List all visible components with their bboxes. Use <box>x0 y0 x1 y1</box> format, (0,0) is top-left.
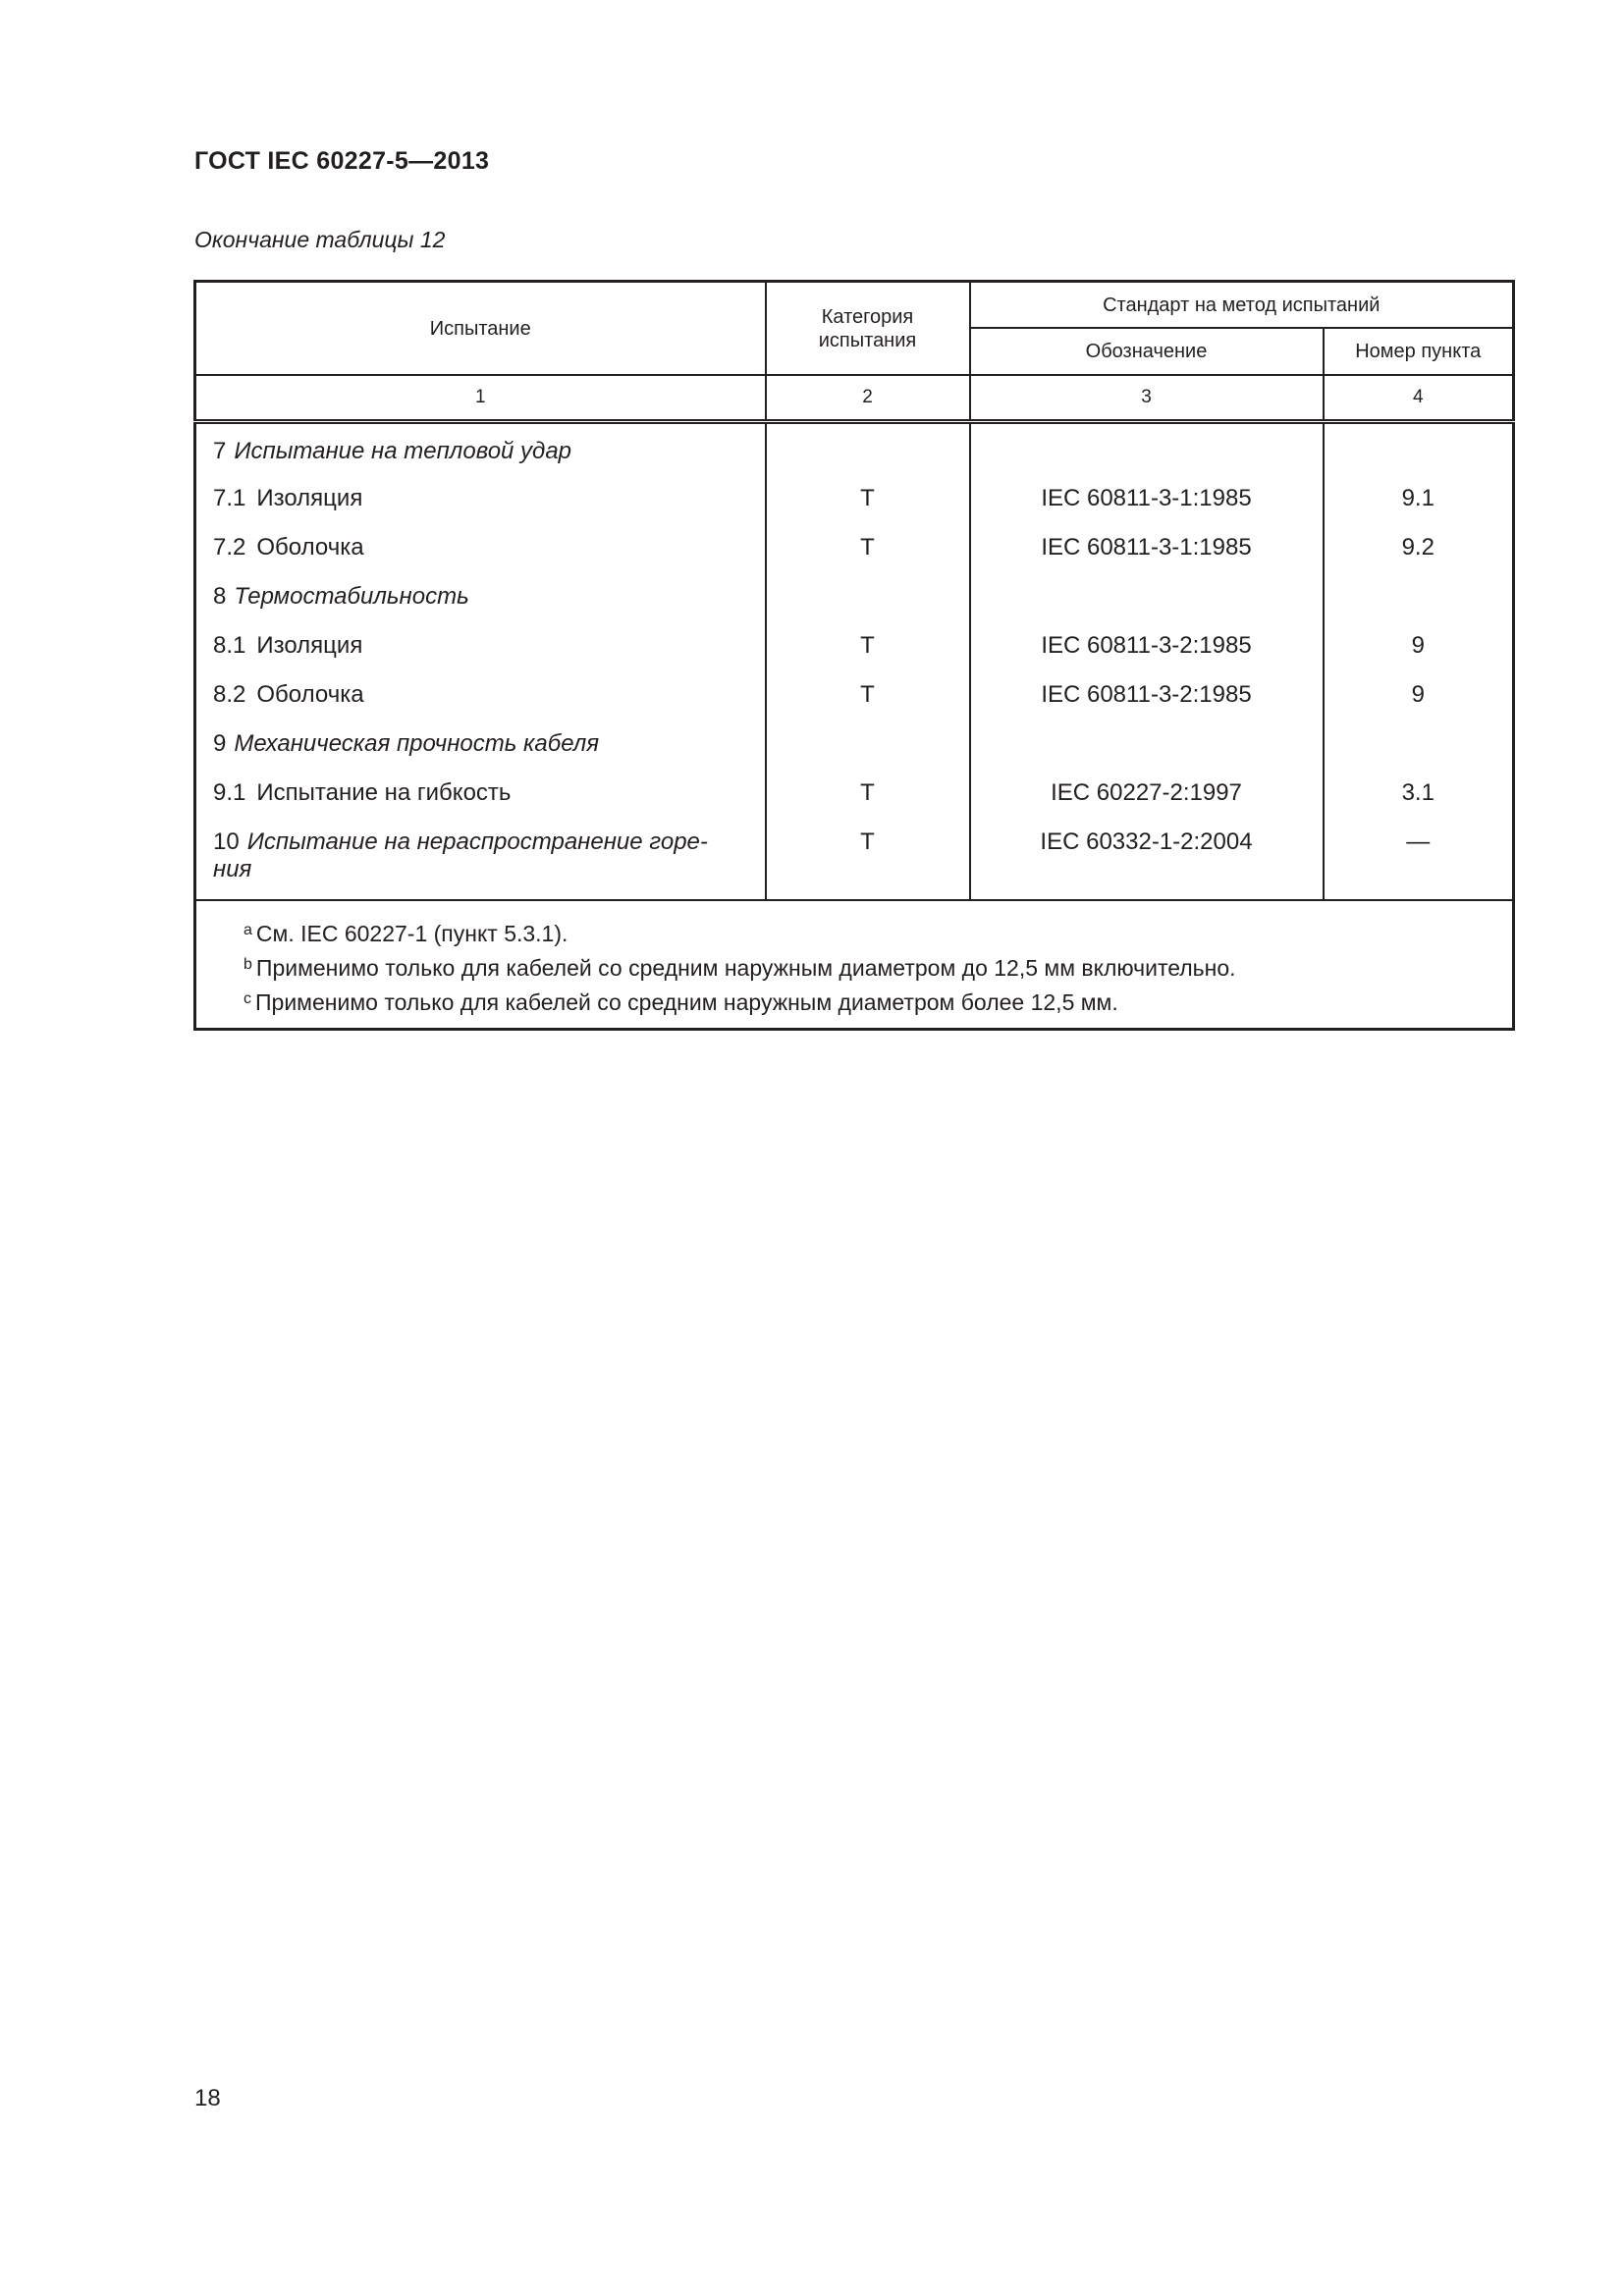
test-methods-table <box>193 280 1515 1031</box>
column-number: 4 <box>1324 375 1514 422</box>
header-test: Испытание <box>195 282 766 376</box>
designation-cell: IEC 60811-3-1:1985 <box>970 523 1324 572</box>
clause-cell: 3.1 <box>1324 769 1514 818</box>
table-row <box>195 818 1514 900</box>
clause-cell: 9 <box>1324 670 1514 720</box>
clause-cell: 9.1 <box>1324 474 1514 523</box>
column-number: 1 <box>195 375 766 422</box>
designation-cell <box>970 422 1324 474</box>
table-caption: Окончание таблицы 12 <box>194 227 446 252</box>
test-cell: 7.1 Изоляция <box>195 474 766 523</box>
test-cell: 8 Термостабильность <box>195 572 766 621</box>
column-number: 2 <box>766 375 970 422</box>
category-cell <box>766 572 970 621</box>
table-row <box>195 572 1514 621</box>
header-clause: Номер пункта <box>1324 328 1514 375</box>
table-note: $^a$ См. IEC 60227-1 (пункт 5.3.1). <box>244 920 568 946</box>
designation-cell <box>970 572 1324 621</box>
clause-cell: 9 <box>1324 621 1514 670</box>
category-cell: Т <box>766 474 970 523</box>
designation-cell: IEC 60811-3-2:1985 <box>970 670 1324 720</box>
test-cell: 7.2 Оболочка <box>195 523 766 572</box>
table-notes-row <box>195 900 1514 1030</box>
header-category: Категория испытания <box>766 282 970 376</box>
column-number-row <box>195 375 1514 422</box>
clause-cell: 9.2 <box>1324 523 1514 572</box>
table-row <box>195 670 1514 720</box>
designation-cell <box>970 720 1324 769</box>
table-row <box>195 474 1514 523</box>
table-row <box>195 720 1514 769</box>
column-number: 3 <box>970 375 1324 422</box>
designation-cell: IEC 60811-3-1:1985 <box>970 474 1324 523</box>
test-cell: 8.2 Оболочка <box>195 670 766 720</box>
category-cell: Т <box>766 769 970 818</box>
table-row <box>195 769 1514 818</box>
designation-cell: IEC 60811-3-2:1985 <box>970 621 1324 670</box>
table-note: $^b$ Применимо только для кабелей со средним наружным диаметром до 12,5 мм включительно. <box>244 954 1236 981</box>
table-notes <box>195 900 1514 1030</box>
document-title: ГОСТ IEC 60227-5—2013 <box>194 147 490 175</box>
designation-cell: IEC 60332-1-2:2004 <box>970 818 1324 900</box>
page-number: 18 <box>194 2085 221 2111</box>
table-row <box>195 422 1514 474</box>
test-cell: 10 Испытание на нераспространение горе-ния <box>195 818 766 900</box>
header-standard-group: Стандарт на метод испытаний <box>970 282 1514 329</box>
category-cell <box>766 422 970 474</box>
category-cell: Т <box>766 621 970 670</box>
table-row <box>195 523 1514 572</box>
category-cell <box>766 720 970 769</box>
test-cell: 9.1 Испытание на гибкость <box>195 769 766 818</box>
table-row <box>195 621 1514 670</box>
test-cell: 7 Испытание на тепловой удар <box>195 422 766 474</box>
test-cell: 9 Механическая прочность кабеля <box>195 720 766 769</box>
designation-cell: IEC 60227-2:1997 <box>970 769 1324 818</box>
clause-cell <box>1324 572 1514 621</box>
table-note: $^c$ Применимо только для кабелей со средним наружным диаметром более 12,5 мм. <box>244 988 1118 1015</box>
category-cell: Т <box>766 523 970 572</box>
clause-cell <box>1324 422 1514 474</box>
clause-cell <box>1324 720 1514 769</box>
category-cell: Т <box>766 670 970 720</box>
category-cell: Т <box>766 818 970 900</box>
header-designation: Обозначение <box>970 328 1324 375</box>
test-cell: 8.1 Изоляция <box>195 621 766 670</box>
clause-cell: — <box>1324 818 1514 900</box>
